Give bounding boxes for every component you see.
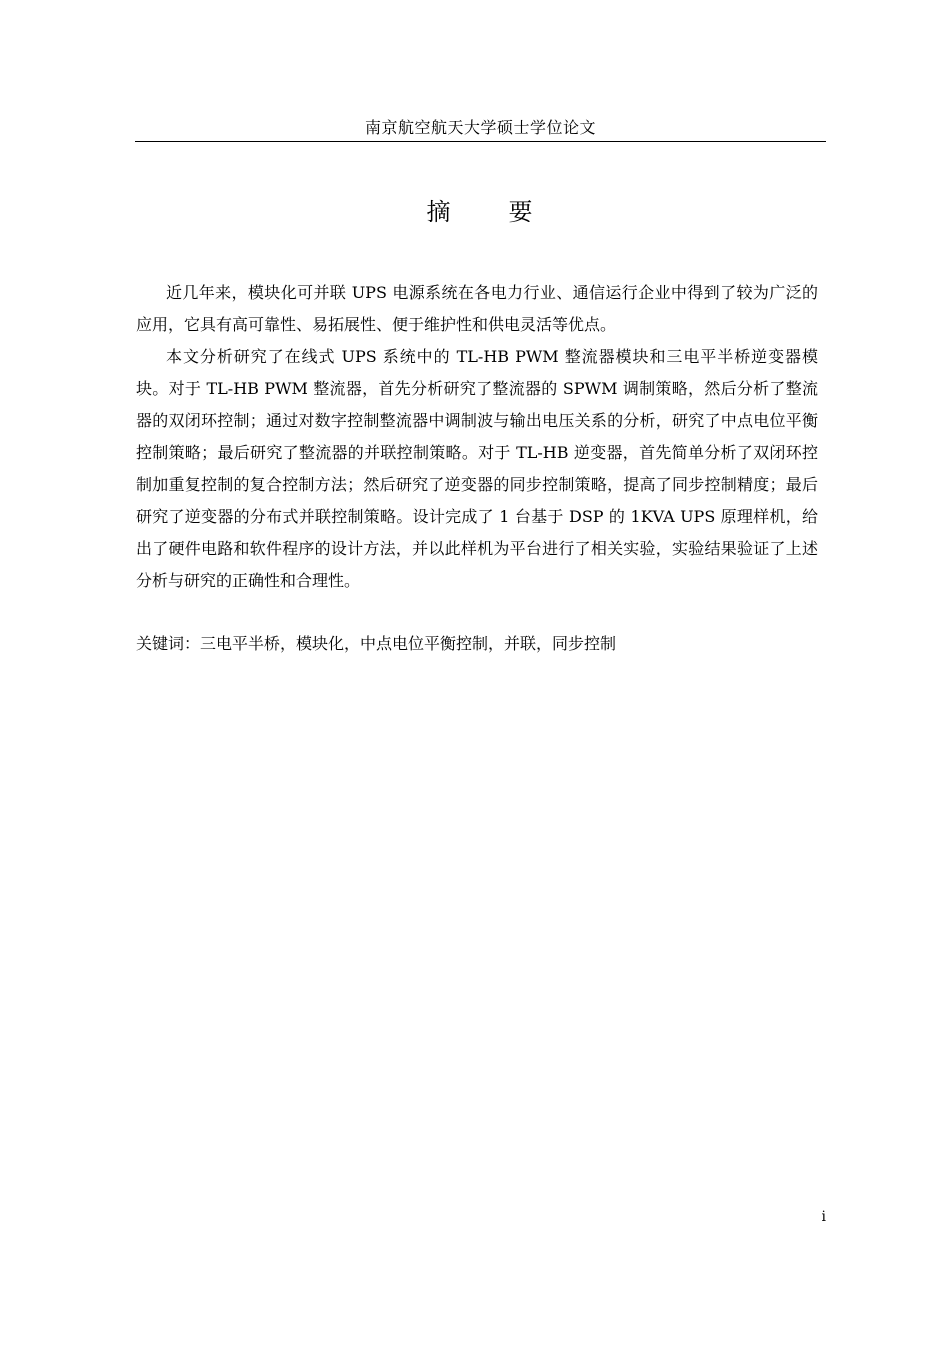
abstract-title-char-1: 摘 [426,198,453,226]
keywords-text: 三电平半桥，模块化，中点电位平衡控制，并联，同步控制 [200,634,617,653]
abstract-title-char-2: 要 [508,198,535,226]
abstract-paragraph-1: 近几年来，模块化可并联 UPS 电源系统在各电力行业、通信运行企业中得到了较为广泛的应用，它具有高可靠性、易拓展性、便于维护性和供电灵活等优点。 [136,283,818,334]
page-number: i [821,1209,826,1225]
header-rule [135,141,826,142]
keywords-line [136,628,818,660]
abstract-paragraph-2: 本文分析研究了在线式 UPS 系统中的 TL-HB PWM 整流器模块和三电平半桥逆变器模块。对于 TL-HB PWM 整流器，首先分析研究了整流器的 SPWM 调制策略，然后分析了整流器的双闭环控制；通过对数字控制整流器中调制波与输出电压关系的分析，研究了中点电位平衡控制策略；最后研究了整流器的并联控制策略。对于 TL-HB 逆变器，首先简单分析了双闭环控制加重复控制的复合控制方法；然后研究了逆变器的同步控制策略，提高了同步控制精度；最后研究了逆变器的分布式并联控制策略。设计完成了 1 台基于 DSP 的 1KVA UPS 原理样机，给出了硬件电路和软件程序的设计方法，并以此样机为平台进行了相关实验，实验结果验证了上述分析与研究的正确性和合理性。 [136,347,818,590]
abstract-title [135,196,826,228]
running-header: 南京航空航天大学硕士学位论文 [364,118,596,137]
keywords-label: 关键词： [136,634,201,653]
